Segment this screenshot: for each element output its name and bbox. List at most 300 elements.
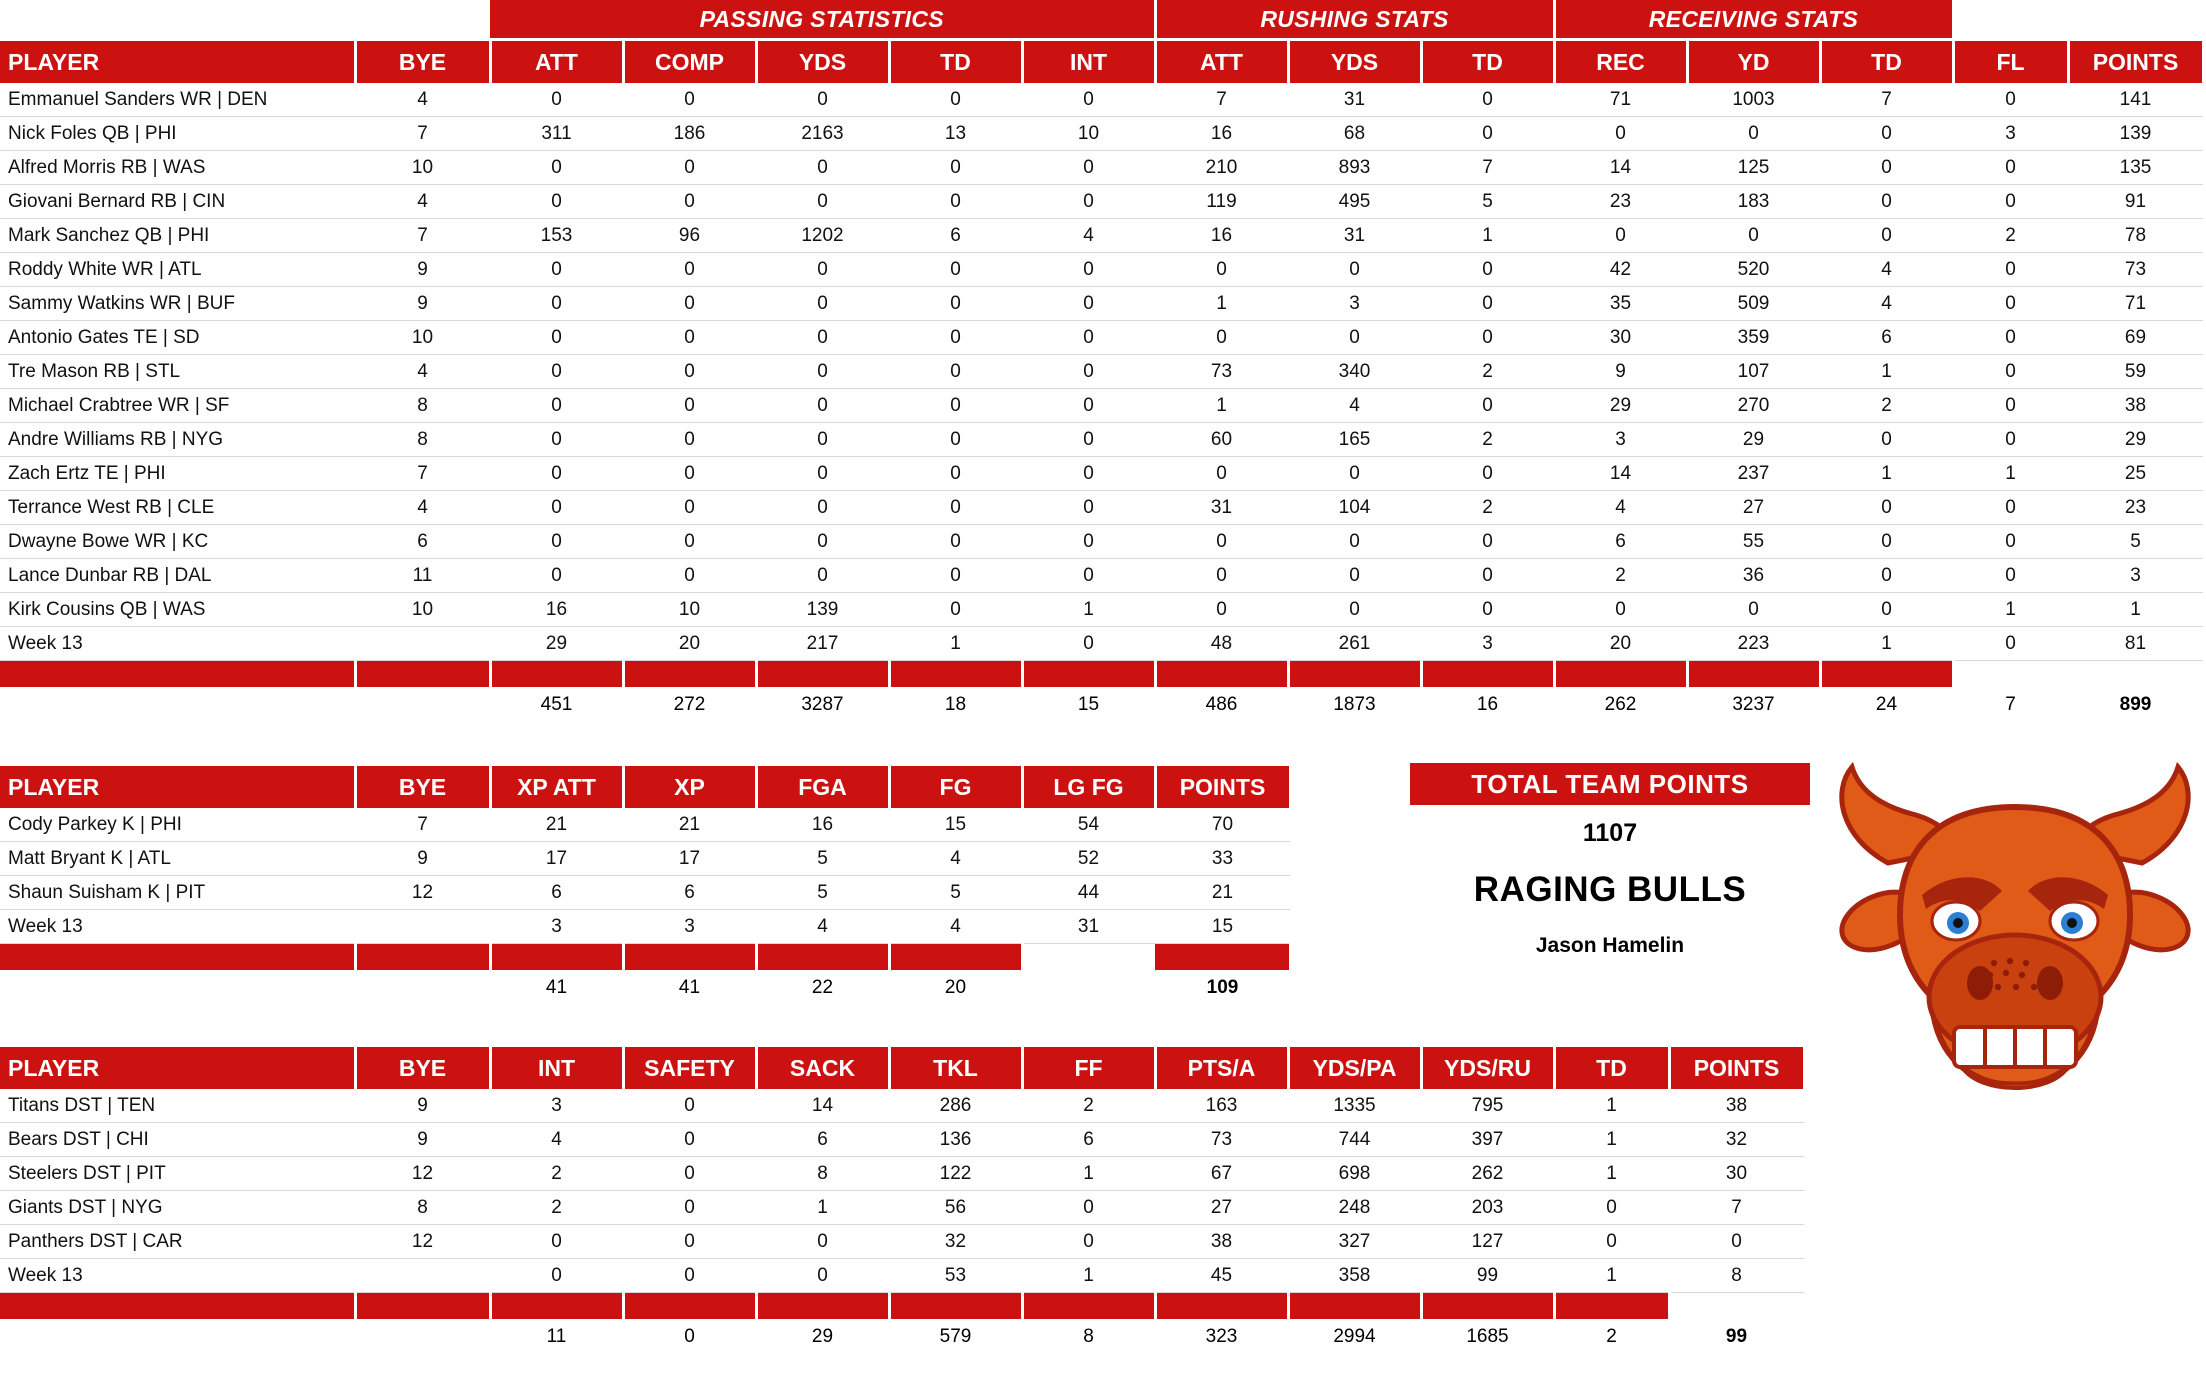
total-cell: 2994 [1333, 1326, 1376, 1347]
stat-cell: 54 [1022, 808, 1155, 842]
stat-cell: 0 [1155, 525, 1288, 559]
separator-cell [756, 1293, 889, 1320]
table-row [0, 1191, 1804, 1225]
separator-cell [490, 661, 623, 688]
stat-cell: 0 [1421, 593, 1554, 627]
stat-cell: 0 [490, 423, 623, 457]
column-header-yds-ru-9[interactable]: YDS/RU [1421, 1046, 1554, 1090]
stat-cell: 893 [1288, 151, 1421, 185]
separator-cell [1288, 1293, 1421, 1320]
kicker-body [0, 808, 1290, 970]
stat-cell: 0 [1953, 355, 2068, 389]
stat-cell: 0 [1554, 219, 1687, 253]
stat-cell: 1 [1022, 1259, 1155, 1293]
stat-cell: 7 [355, 457, 490, 491]
separator-cell [1554, 1293, 1669, 1320]
stat-cell: 165 [1288, 423, 1421, 457]
table-row [0, 253, 2203, 287]
stat-cell: 10 [623, 593, 756, 627]
stat-cell: 31 [1288, 219, 1421, 253]
player-name-cell[interactable]: Giovani Bernard RB | CIN [0, 185, 355, 219]
separator-cell [1288, 661, 1421, 688]
separator-cell [1421, 1293, 1554, 1320]
column-header-yds-pa-8[interactable]: YDS/PA [1288, 1046, 1421, 1090]
group-header-rushing-stats: RUSHING STATS [1155, 0, 1554, 40]
player-name-cell[interactable]: Steelers DST | PIT [0, 1157, 355, 1191]
separator-cell [1022, 944, 1155, 971]
column-header-att-7[interactable]: ATT [1155, 40, 1288, 84]
table-row [0, 1225, 1804, 1259]
stat-cell: 0 [623, 1123, 756, 1157]
column-header-points-14[interactable]: POINTS [2068, 40, 2203, 84]
stat-cell: 0 [756, 355, 889, 389]
total-cell: 272 [673, 694, 706, 715]
column-header-td-9[interactable]: TD [1421, 40, 1554, 84]
stat-cell: 0 [1022, 1225, 1155, 1259]
stat-cell: 60 [1155, 423, 1288, 457]
stat-cell: 3 [490, 910, 623, 944]
separator-cell [2068, 661, 2203, 688]
stat-cell: 0 [1288, 593, 1421, 627]
stat-cell: 6 [889, 219, 1022, 253]
stat-cell: 1 [1554, 1123, 1669, 1157]
stat-cell: 1 [1554, 1259, 1669, 1293]
stat-cell: 3 [1421, 627, 1554, 661]
column-header-points-7[interactable]: POINTS [1155, 765, 1290, 809]
stat-cell: 0 [623, 1157, 756, 1191]
total-cell: 16 [1476, 694, 1499, 715]
stat-cell: 31 [1022, 910, 1155, 944]
player-name-cell[interactable]: Tre Mason RB | STL [0, 355, 355, 389]
stat-cell: 3 [1288, 287, 1421, 321]
stat-cell: 0 [1022, 1191, 1155, 1225]
column-header-yds-4[interactable]: YDS [756, 40, 889, 84]
stat-cell: 6 [355, 525, 490, 559]
stat-cell: 12 [355, 876, 490, 910]
stat-cell: 340 [1288, 355, 1421, 389]
table-row [0, 185, 2203, 219]
stat-cell: 0 [1288, 457, 1421, 491]
total-cell: 41 [678, 977, 701, 998]
stat-cell: 73 [1155, 1123, 1288, 1157]
stat-cell: 163 [1155, 1089, 1288, 1123]
stat-cell: 0 [1288, 525, 1421, 559]
stat-cell [355, 910, 490, 944]
stat-cell: 359 [1687, 321, 1820, 355]
stat-cell: 7 [1421, 151, 1554, 185]
raging-bull-logo [1830, 745, 2200, 1135]
stat-cell: 6 [1820, 321, 1953, 355]
team-summary-panel [1410, 763, 1810, 958]
stat-cell: 0 [1022, 185, 1155, 219]
stat-cell: 21 [623, 808, 756, 842]
column-header-points-11[interactable]: POINTS [1669, 1046, 1804, 1090]
separator-cell [355, 661, 490, 688]
player-name-cell[interactable]: Nick Foles QB | PHI [0, 117, 355, 151]
stat-cell: 0 [756, 185, 889, 219]
player-name-cell[interactable]: Kirk Cousins QB | WAS [0, 593, 355, 627]
stat-cell: 0 [889, 593, 1022, 627]
stat-cell: 30 [1554, 321, 1687, 355]
stat-cell: 6 [756, 1123, 889, 1157]
offense-header-row [0, 40, 2203, 84]
group-header-blank [1953, 0, 2203, 40]
player-name-cell[interactable]: Shaun Suisham K | PIT [0, 876, 355, 910]
player-name-cell[interactable]: Panthers DST | CAR [0, 1225, 355, 1259]
offense-group-header-row [0, 0, 2203, 40]
stat-cell: 520 [1687, 253, 1820, 287]
table-row [0, 355, 2203, 389]
player-name-cell[interactable]: Roddy White WR | ATL [0, 253, 355, 287]
column-header-player-0[interactable]: PLAYER [0, 40, 355, 84]
stat-cell: 0 [1288, 321, 1421, 355]
stat-cell: 9 [355, 842, 490, 876]
stat-cell: 67 [1155, 1157, 1288, 1191]
stat-cell: 73 [2068, 253, 2203, 287]
stat-cell: 38 [1669, 1089, 1804, 1123]
stat-cell: 1 [1554, 1089, 1669, 1123]
total-cell: 109 [1206, 977, 1239, 998]
total-cell [355, 970, 490, 1006]
stat-cell: 0 [1022, 627, 1155, 661]
stat-cell: 0 [490, 1225, 623, 1259]
stat-cell: 4 [889, 910, 1022, 944]
stat-cell: 0 [623, 151, 756, 185]
player-name-cell[interactable]: Michael Crabtree WR | SF [0, 389, 355, 423]
stat-cell: 42 [1554, 253, 1687, 287]
separator-cell [1022, 1293, 1155, 1320]
column-header-tkl-5[interactable]: TKL [889, 1046, 1022, 1090]
stat-cell: 17 [490, 842, 623, 876]
stat-cell: 33 [1155, 842, 1290, 876]
column-header-lg-fg-6[interactable]: LG FG [1022, 765, 1155, 809]
group-header-passing-statistics: PASSING STATISTICS [490, 0, 1155, 40]
stat-cell: 2 [1820, 389, 1953, 423]
column-header-player-0[interactable]: PLAYER [0, 765, 355, 809]
column-header-xp-att-2[interactable]: XP ATT [490, 765, 623, 809]
stat-cell: 2 [1554, 559, 1687, 593]
stat-cell: 0 [623, 355, 756, 389]
stat-cell: 99 [1421, 1259, 1554, 1293]
stat-cell: 4 [756, 910, 889, 944]
player-name-cell[interactable]: Alfred Morris RB | WAS [0, 151, 355, 185]
stat-cell: 1 [1820, 355, 1953, 389]
separator-cell [490, 1293, 623, 1320]
totals-row [0, 687, 2203, 723]
stat-cell: 0 [1421, 525, 1554, 559]
stat-cell: 0 [1953, 253, 2068, 287]
stat-cell: 0 [889, 185, 1022, 219]
table-row [0, 559, 2203, 593]
player-name-cell[interactable]: Dwayne Bowe WR | KC [0, 525, 355, 559]
stat-cell: 0 [623, 457, 756, 491]
column-header-sack-4[interactable]: SACK [756, 1046, 889, 1090]
column-header-td-5[interactable]: TD [889, 40, 1022, 84]
separator-cell [1669, 1293, 1804, 1320]
stat-cell: 8 [355, 423, 490, 457]
column-header-safety-3[interactable]: SAFETY [623, 1046, 756, 1090]
total-cell: 2 [1606, 1326, 1617, 1347]
player-name-cell[interactable]: Titans DST | TEN [0, 1089, 355, 1123]
stat-cell: 0 [889, 253, 1022, 287]
stat-cell: 5 [2068, 525, 2203, 559]
stat-cell: 16 [490, 593, 623, 627]
stat-cell: 0 [1953, 185, 2068, 219]
column-header-bye-1[interactable]: BYE [355, 765, 490, 809]
stat-cell: 0 [623, 253, 756, 287]
player-name-cell[interactable]: Cody Parkey K | PHI [0, 808, 355, 842]
stat-cell: 0 [1820, 559, 1953, 593]
stat-cell: 0 [1953, 287, 2068, 321]
stat-cell: 12 [355, 1157, 490, 1191]
column-header-fg-5[interactable]: FG [889, 765, 1022, 809]
player-name-cell[interactable]: Giants DST | NYG [0, 1191, 355, 1225]
stat-cell: 20 [1554, 627, 1687, 661]
stat-cell: 4 [490, 1123, 623, 1157]
column-header-ff-6[interactable]: FF [1022, 1046, 1155, 1090]
total-cell [0, 687, 355, 723]
table-row [0, 808, 1290, 842]
player-name-cell[interactable]: Week 13 [0, 1259, 355, 1293]
table-row [0, 1259, 1804, 1293]
stat-cell: 0 [1288, 253, 1421, 287]
total-cell: 1685 [1466, 1326, 1509, 1347]
column-header-fga-4[interactable]: FGA [756, 765, 889, 809]
section-separator-bar [0, 944, 1290, 971]
player-name-cell[interactable]: Terrance West RB | CLE [0, 491, 355, 525]
stat-cell: 1 [1820, 457, 1953, 491]
dst-body [0, 1089, 1804, 1319]
stat-cell: 2 [490, 1191, 623, 1225]
stat-cell: 16 [756, 808, 889, 842]
total-cell: 3237 [1732, 694, 1775, 715]
stat-cell: 0 [1155, 559, 1288, 593]
column-header-int-2[interactable]: INT [490, 1046, 623, 1090]
stat-cell: 0 [490, 355, 623, 389]
player-name-cell[interactable]: Antonio Gates TE | SD [0, 321, 355, 355]
section-separator-bar [0, 1293, 1804, 1320]
total-cell [355, 687, 490, 723]
total-cell: 15 [1077, 694, 1100, 715]
stat-cell: 0 [889, 83, 1022, 117]
stat-cell: 5 [889, 876, 1022, 910]
stat-cell: 217 [756, 627, 889, 661]
stat-cell: 59 [2068, 355, 2203, 389]
stat-cell: 6 [1022, 1123, 1155, 1157]
stat-cell: 125 [1687, 151, 1820, 185]
player-name-cell[interactable]: Bears DST | CHI [0, 1123, 355, 1157]
player-name-cell[interactable]: Matt Bryant K | ATL [0, 842, 355, 876]
stat-cell: 261 [1288, 627, 1421, 661]
column-header-pts-a-7[interactable]: PTS/A [1155, 1046, 1288, 1090]
stat-cell: 55 [1687, 525, 1820, 559]
offense-body [0, 83, 2203, 687]
stat-cell: 2 [1022, 1089, 1155, 1123]
stat-cell: 32 [1669, 1123, 1804, 1157]
stat-cell: 21 [1155, 876, 1290, 910]
stat-cell: 0 [490, 491, 623, 525]
column-header-bye-1[interactable]: BYE [355, 1046, 490, 1090]
stat-cell: 53 [889, 1259, 1022, 1293]
separator-cell [0, 1293, 355, 1320]
stat-cell: 0 [490, 321, 623, 355]
stat-cell: 8 [1669, 1259, 1804, 1293]
stat-cell: 0 [756, 491, 889, 525]
player-name-cell[interactable]: Andre Williams RB | NYG [0, 423, 355, 457]
column-header-yd-11[interactable]: YD [1687, 40, 1820, 84]
separator-cell [0, 661, 355, 688]
stat-cell: 68 [1288, 117, 1421, 151]
stat-cell: 3 [490, 1089, 623, 1123]
stat-cell: 0 [1953, 83, 2068, 117]
stat-cell: 7 [1669, 1191, 1804, 1225]
separator-cell [623, 1293, 756, 1320]
separator-cell [1421, 661, 1554, 688]
stat-cell: 0 [623, 1191, 756, 1225]
total-cell: 11 [546, 1326, 567, 1347]
column-header-yds-8[interactable]: YDS [1288, 40, 1421, 84]
stat-cell: 1 [1155, 287, 1288, 321]
column-header-xp-3[interactable]: XP [623, 765, 756, 809]
player-name-cell[interactable]: Sammy Watkins WR | BUF [0, 287, 355, 321]
stat-cell: 1 [1554, 1157, 1669, 1191]
separator-cell [355, 944, 490, 971]
stat-cell: 0 [1669, 1225, 1804, 1259]
table-row [0, 876, 1290, 910]
stat-cell: 1202 [756, 219, 889, 253]
separator-cell [623, 661, 756, 688]
stat-cell: 2 [1953, 219, 2068, 253]
stat-cell: 0 [1022, 457, 1155, 491]
stat-cell: 9 [355, 1089, 490, 1123]
stat-cell: 70 [1155, 808, 1290, 842]
stat-cell: 8 [355, 1191, 490, 1225]
stat-cell: 29 [1554, 389, 1687, 423]
stat-cell: 3 [2068, 559, 2203, 593]
stat-cell: 139 [756, 593, 889, 627]
total-cell: 41 [545, 977, 568, 998]
dst-stats-table [0, 1044, 1806, 1355]
stat-cell: 12 [355, 1225, 490, 1259]
column-header-td-12[interactable]: TD [1820, 40, 1953, 84]
totals-row [0, 970, 1290, 1006]
column-header-rec-10[interactable]: REC [1554, 40, 1687, 84]
stat-cell: 38 [2068, 389, 2203, 423]
stat-cell: 3 [1953, 117, 2068, 151]
stat-cell: 311 [490, 117, 623, 151]
column-header-comp-3[interactable]: COMP [623, 40, 756, 84]
stat-cell: 0 [490, 457, 623, 491]
stat-cell: 0 [1022, 355, 1155, 389]
column-header-int-6[interactable]: INT [1022, 40, 1155, 84]
separator-cell [1953, 661, 2068, 688]
stat-cell: 203 [1421, 1191, 1554, 1225]
stat-cell: 104 [1288, 491, 1421, 525]
stat-cell: 0 [490, 253, 623, 287]
stat-cell: 0 [1820, 219, 1953, 253]
player-name-cell[interactable]: Week 13 [0, 910, 355, 944]
stat-cell: 5 [756, 876, 889, 910]
total-cell: 579 [939, 1326, 972, 1347]
stat-cell: 0 [490, 389, 623, 423]
stat-cell: 6 [490, 876, 623, 910]
player-name-cell[interactable]: Lance Dunbar RB | DAL [0, 559, 355, 593]
separator-cell [889, 944, 1022, 971]
stat-cell: 0 [490, 287, 623, 321]
stat-cell: 0 [623, 321, 756, 355]
stat-cell: 0 [1155, 593, 1288, 627]
stat-cell: 0 [1820, 185, 1953, 219]
stat-cell: 0 [1022, 151, 1155, 185]
table-row [0, 389, 2203, 423]
separator-cell [1155, 944, 1290, 971]
stat-cell: 0 [756, 287, 889, 321]
stat-cell: 0 [889, 321, 1022, 355]
stat-cell [355, 1259, 490, 1293]
stat-cell: 327 [1288, 1225, 1421, 1259]
stat-cell: 6 [623, 876, 756, 910]
column-header-player-0[interactable]: PLAYER [0, 1046, 355, 1090]
stat-cell: 0 [1687, 117, 1820, 151]
separator-cell [1554, 661, 1687, 688]
stat-cell: 0 [1022, 83, 1155, 117]
column-header-att-2[interactable]: ATT [490, 40, 623, 84]
stat-cell: 0 [623, 559, 756, 593]
stat-cell: 0 [1155, 253, 1288, 287]
table-row [0, 593, 2203, 627]
kicker-header-row [0, 765, 1290, 809]
table-row [0, 1089, 1804, 1123]
stat-cell: 0 [490, 559, 623, 593]
stat-cell: 0 [1421, 457, 1554, 491]
player-name-cell[interactable]: Mark Sanchez QB | PHI [0, 219, 355, 253]
team-name: RAGING BULLS [1473, 870, 1747, 909]
column-header-fl-13[interactable]: FL [1953, 40, 2068, 84]
stat-cell: 5 [1421, 185, 1554, 219]
column-header-bye-1[interactable]: BYE [355, 40, 490, 84]
stat-cell: 135 [2068, 151, 2203, 185]
stat-cell: 136 [889, 1123, 1022, 1157]
stat-cell: 10 [355, 321, 490, 355]
separator-cell [355, 1293, 490, 1320]
stat-cell: 0 [490, 525, 623, 559]
group-header-blank [0, 0, 490, 40]
player-name-cell[interactable]: Emmanuel Sanders WR | DEN [0, 83, 355, 117]
stat-cell: 0 [1953, 491, 2068, 525]
stat-cell: 0 [1820, 117, 1953, 151]
separator-cell [0, 944, 355, 971]
column-header-td-10[interactable]: TD [1554, 1046, 1669, 1090]
stat-cell: 210 [1155, 151, 1288, 185]
section-separator-bar [0, 661, 2203, 688]
stat-cell: 0 [756, 253, 889, 287]
separator-cell [1687, 661, 1820, 688]
stat-cell: 0 [756, 83, 889, 117]
player-name-cell[interactable]: Zach Ertz TE | PHI [0, 457, 355, 491]
stat-cell: 0 [1820, 525, 1953, 559]
stat-cell: 0 [1155, 321, 1288, 355]
separator-cell [1022, 661, 1155, 688]
stat-cell: 1 [756, 1191, 889, 1225]
stat-cell: 29 [2068, 423, 2203, 457]
stat-cell [355, 627, 490, 661]
stat-cell: 0 [1421, 83, 1554, 117]
separator-cell [490, 944, 623, 971]
stat-cell: 48 [1155, 627, 1288, 661]
player-name-cell[interactable]: Week 13 [0, 627, 355, 661]
stat-cell: 0 [1022, 321, 1155, 355]
table-row [0, 491, 2203, 525]
